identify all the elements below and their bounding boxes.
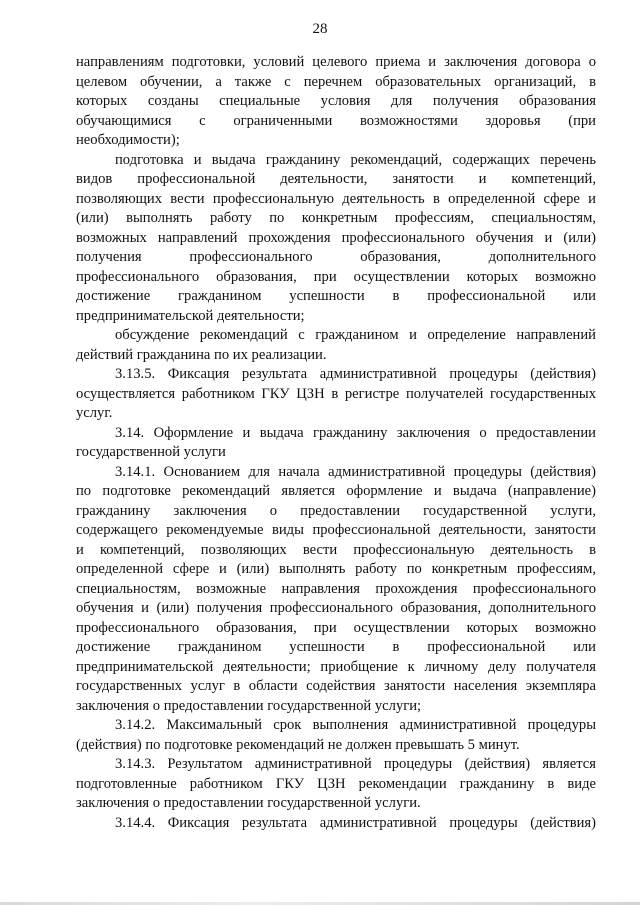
paragraph <box>76 424 596 463</box>
text-line: предпринимательской деятельности; <box>76 307 305 324</box>
text-line: специальностям, возможные направления прохождения профессионального <box>76 580 596 597</box>
text-line: подготовленные работником ГКУ ЦЗН рекомендации гражданину в виде <box>76 775 596 792</box>
text-line: 3.14. Оформление и выдача гражданину заключения о предоставлении <box>115 424 596 441</box>
text-line: действий гражданина по их реализации. <box>76 346 327 363</box>
text-line: 3.13.5. Фиксация результата административной процедуры (действия) <box>115 366 596 382</box>
paragraph <box>76 151 596 327</box>
text-line: государственной услуги <box>76 444 226 460</box>
text-line: осуществляется работником ГКУ ЦЗН в регистре получателей государственных <box>76 385 596 402</box>
text-line: подготовка и выдача гражданину рекомендаций, содержащих перечень <box>115 151 596 168</box>
text-line: 3.14.1. Основанием для начала административной процедуры (действия) <box>115 463 596 480</box>
text-line: достижение гражданином успешности в профессиональной или <box>76 288 596 304</box>
text-line: содержащего рекомендуемые виды профессиональной деятельности, занятости <box>76 522 596 538</box>
text-line: необходимости); <box>76 132 180 148</box>
text-line: 3.14.4. Фиксация результата административной процедуры (действия) <box>115 814 596 831</box>
page-number: 28 <box>312 21 328 37</box>
text-line: достижение гражданином успешности в профессиональной или <box>76 639 596 655</box>
text-line: заключения о предоставлении государственной услуги. <box>76 795 421 811</box>
text-line: гражданину заключения о предоставлении государственной услуги, <box>76 502 596 519</box>
text-line: обучения и (или) получения профессионального образования, дополнительного <box>76 600 596 616</box>
paragraph <box>76 463 596 717</box>
text-line: предпринимательской деятельности; приобщение к личному делу получателя <box>76 658 596 675</box>
text-line: профессионального образования, при осуществлении которых возможно <box>76 619 596 636</box>
text-line: услуг. <box>76 405 113 421</box>
text-line: возможных направлений прохождения профессионального обучения и (или) <box>76 229 596 246</box>
text-line: которых созданы специальные условия для получения образования <box>76 93 596 109</box>
text-line: видов профессиональной деятельности, занятости и компетенций, <box>76 171 596 187</box>
text-line: обсуждение рекомендаций с гражданином и определение направлений <box>115 327 596 343</box>
text-line: (действия) по подготовке рекомендаций не должен превышать 5 минут. <box>76 736 520 753</box>
text-line: (или) выполнять работу по конкретным профессиям, специальностям, <box>76 210 596 226</box>
text-line: государственных услуг в области содействия занятости населения экземпляра <box>76 678 596 694</box>
text-line: по подготовке рекомендаций является оформление и выдача (направление) <box>76 483 596 499</box>
paragraph <box>76 755 596 814</box>
text-line: 3.14.3. Результатом административной процедуры (действия) является <box>115 756 596 772</box>
text-line: получения профессионального образования, дополнительного <box>76 249 596 265</box>
paragraph <box>76 53 596 151</box>
text-line: и компетенций, позволяющих вести профессиональную деятельность в <box>76 541 596 558</box>
text-line: заключения о предоставлении государственной услуги; <box>76 697 422 714</box>
text-line: направлениям подготовки, условий целевого приема и заключения договора о <box>76 54 596 70</box>
text-line: позволяющих вести профессиональную деятельность в определенной сфере и <box>76 190 596 207</box>
paragraph <box>76 365 596 424</box>
text-line: обучающимися с ограниченными возможностями здоровья (при <box>76 112 596 129</box>
text-line: профессионального образования, при осуществлении которых возможно <box>76 268 596 285</box>
paragraph <box>76 326 596 365</box>
paragraph <box>76 716 596 755</box>
paragraph <box>76 814 596 834</box>
document-body <box>76 53 596 833</box>
text-line: 3.14.2. Максимальный срок выполнения административной процедуры <box>115 717 596 733</box>
text-line: определенной сфере и (или) выполнять работу по конкретным профессиям, <box>76 561 596 577</box>
text-line: целевом обучении, а также с перечнем образовательных организаций, в <box>76 73 596 90</box>
